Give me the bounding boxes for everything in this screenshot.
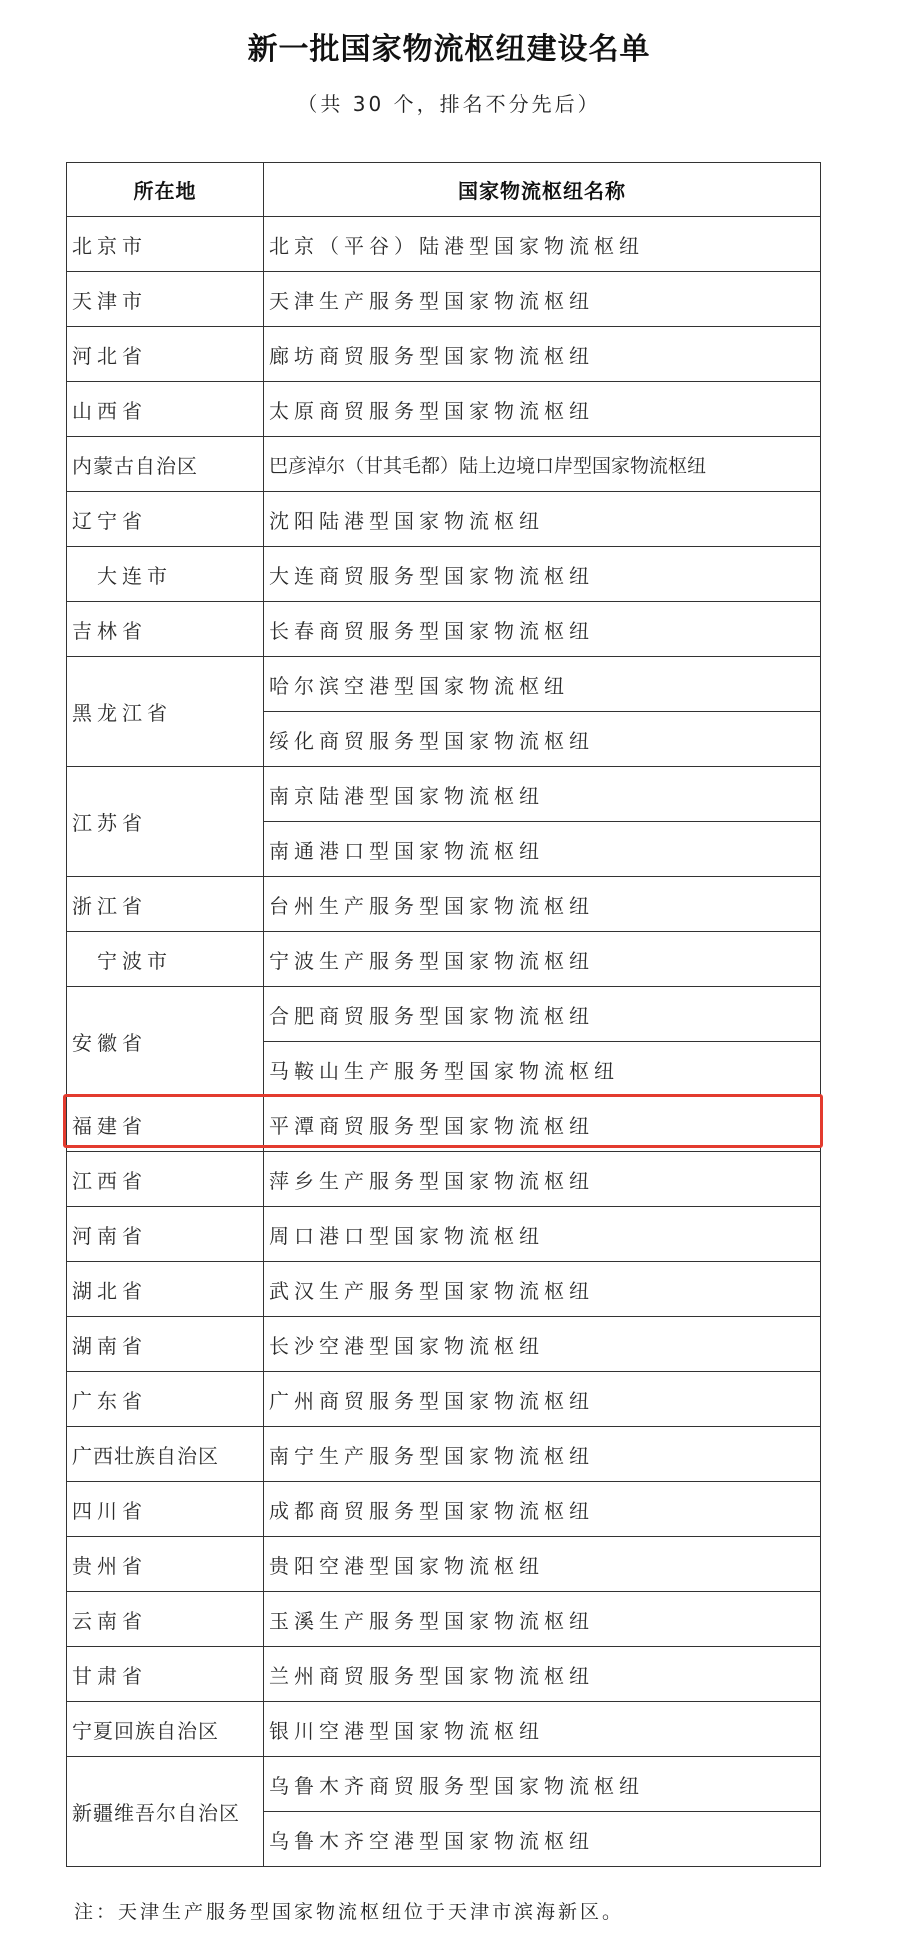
header-hub-name: 国家物流枢纽名称 — [264, 163, 821, 217]
table-row — [67, 602, 821, 657]
table-row — [67, 987, 821, 1042]
hub-name-cell: 武汉生产服务型国家物流枢纽 — [264, 1262, 821, 1317]
hub-name-cell: 乌鲁木齐商贸服务型国家物流枢纽 — [264, 1757, 821, 1812]
location-cell: 江西省 — [67, 1152, 264, 1207]
hub-name-cell: 台州生产服务型国家物流枢纽 — [264, 877, 821, 932]
location-cell: 四川省 — [67, 1482, 264, 1537]
hub-name-cell: 太原商贸服务型国家物流枢纽 — [264, 382, 821, 437]
location-cell: 黑龙江省 — [67, 657, 264, 767]
hub-name-cell: 成都商贸服务型国家物流枢纽 — [264, 1482, 821, 1537]
hub-name-cell: 银川空港型国家物流枢纽 — [264, 1702, 821, 1757]
hub-name-cell: 南通港口型国家物流枢纽 — [264, 822, 821, 877]
hub-name-cell: 巴彦淖尔（甘其毛都）陆上边境口岸型国家物流枢纽 — [264, 437, 821, 492]
table-row — [67, 1427, 821, 1482]
table-row — [67, 1152, 821, 1207]
hub-name-cell: 绥化商贸服务型国家物流枢纽 — [264, 712, 821, 767]
location-cell: 湖南省 — [67, 1317, 264, 1372]
location-cell: 安徽省 — [67, 987, 264, 1097]
location-cell: 福建省 — [67, 1097, 264, 1152]
hub-name-cell: 南京陆港型国家物流枢纽 — [264, 767, 821, 822]
hub-name-cell: 广州商贸服务型国家物流枢纽 — [264, 1372, 821, 1427]
hub-list-table — [66, 162, 821, 1867]
location-cell: 吉林省 — [67, 602, 264, 657]
table-row — [67, 1537, 821, 1592]
location-cell: 辽宁省 — [67, 492, 264, 547]
table-row — [67, 767, 821, 822]
hub-name-cell: 周口港口型国家物流枢纽 — [264, 1207, 821, 1262]
location-cell: 河北省 — [67, 327, 264, 382]
location-cell: 广东省 — [67, 1372, 264, 1427]
table-row — [67, 547, 821, 602]
table-row — [67, 492, 821, 547]
hub-name-cell: 大连商贸服务型国家物流枢纽 — [264, 547, 821, 602]
location-cell: 贵州省 — [67, 1537, 264, 1592]
location-cell: 新疆维吾尔自治区 — [67, 1757, 264, 1867]
hub-name-cell: 哈尔滨空港型国家物流枢纽 — [264, 657, 821, 712]
page-title: 新一批国家物流枢纽建设名单 — [247, 32, 651, 67]
table-row — [67, 437, 821, 492]
location-cell: 宁夏回族自治区 — [67, 1702, 264, 1757]
table-row — [67, 1372, 821, 1427]
table-row-highlighted — [67, 1097, 821, 1152]
table-row — [67, 657, 821, 712]
table-row — [67, 327, 821, 382]
table-row — [67, 1262, 821, 1317]
hub-name-cell: 乌鲁木齐空港型国家物流枢纽 — [264, 1812, 821, 1867]
hub-name-cell: 北京（平谷）陆港型国家物流枢纽 — [264, 217, 821, 272]
table-row — [67, 877, 821, 932]
location-cell: 内蒙古自治区 — [67, 437, 264, 492]
location-cell: 江苏省 — [67, 767, 264, 877]
hub-name-cell: 贵阳空港型国家物流枢纽 — [264, 1537, 821, 1592]
location-cell: 甘肃省 — [67, 1647, 264, 1702]
hub-name-cell: 天津生产服务型国家物流枢纽 — [264, 272, 821, 327]
table-row — [67, 1592, 821, 1647]
table-row — [67, 217, 821, 272]
table-row — [67, 272, 821, 327]
table-row — [67, 1757, 821, 1812]
location-cell: 河南省 — [67, 1207, 264, 1262]
table-row — [67, 1647, 821, 1702]
location-cell: 大连市 — [67, 547, 264, 602]
hub-name-cell: 廊坊商贸服务型国家物流枢纽 — [264, 327, 821, 382]
table-row — [67, 932, 821, 987]
table-row — [67, 1482, 821, 1537]
location-cell: 天津市 — [67, 272, 264, 327]
location-cell: 广西壮族自治区 — [67, 1427, 264, 1482]
location-cell: 浙江省 — [67, 877, 264, 932]
hub-name-cell: 萍乡生产服务型国家物流枢纽 — [264, 1152, 821, 1207]
table-row — [67, 1207, 821, 1262]
hub-name-cell: 玉溪生产服务型国家物流枢纽 — [264, 1592, 821, 1647]
location-cell: 宁波市 — [67, 932, 264, 987]
table-row — [67, 1702, 821, 1757]
table-row — [67, 1317, 821, 1372]
location-cell: 湖北省 — [67, 1262, 264, 1317]
page-subtitle: （共 30 个，排名不分先后） — [297, 92, 601, 116]
hub-name-cell: 平潭商贸服务型国家物流枢纽 — [264, 1097, 821, 1152]
location-cell: 山西省 — [67, 382, 264, 437]
hub-name-cell: 沈阳陆港型国家物流枢纽 — [264, 492, 821, 547]
table-header-row — [67, 163, 821, 217]
hub-name-cell: 长春商贸服务型国家物流枢纽 — [264, 602, 821, 657]
footnote: 注：天津生产服务型国家物流枢纽位于天津市滨海新区。 — [74, 1901, 625, 1923]
hub-name-cell: 马鞍山生产服务型国家物流枢纽 — [264, 1042, 821, 1097]
table-row — [67, 382, 821, 437]
location-cell: 云南省 — [67, 1592, 264, 1647]
hub-name-cell: 南宁生产服务型国家物流枢纽 — [264, 1427, 821, 1482]
hub-name-cell: 合肥商贸服务型国家物流枢纽 — [264, 987, 821, 1042]
hub-name-cell: 兰州商贸服务型国家物流枢纽 — [264, 1647, 821, 1702]
location-cell: 北京市 — [67, 217, 264, 272]
hub-name-cell: 宁波生产服务型国家物流枢纽 — [264, 932, 821, 987]
header-location: 所在地 — [67, 163, 264, 217]
hub-name-cell: 长沙空港型国家物流枢纽 — [264, 1317, 821, 1372]
